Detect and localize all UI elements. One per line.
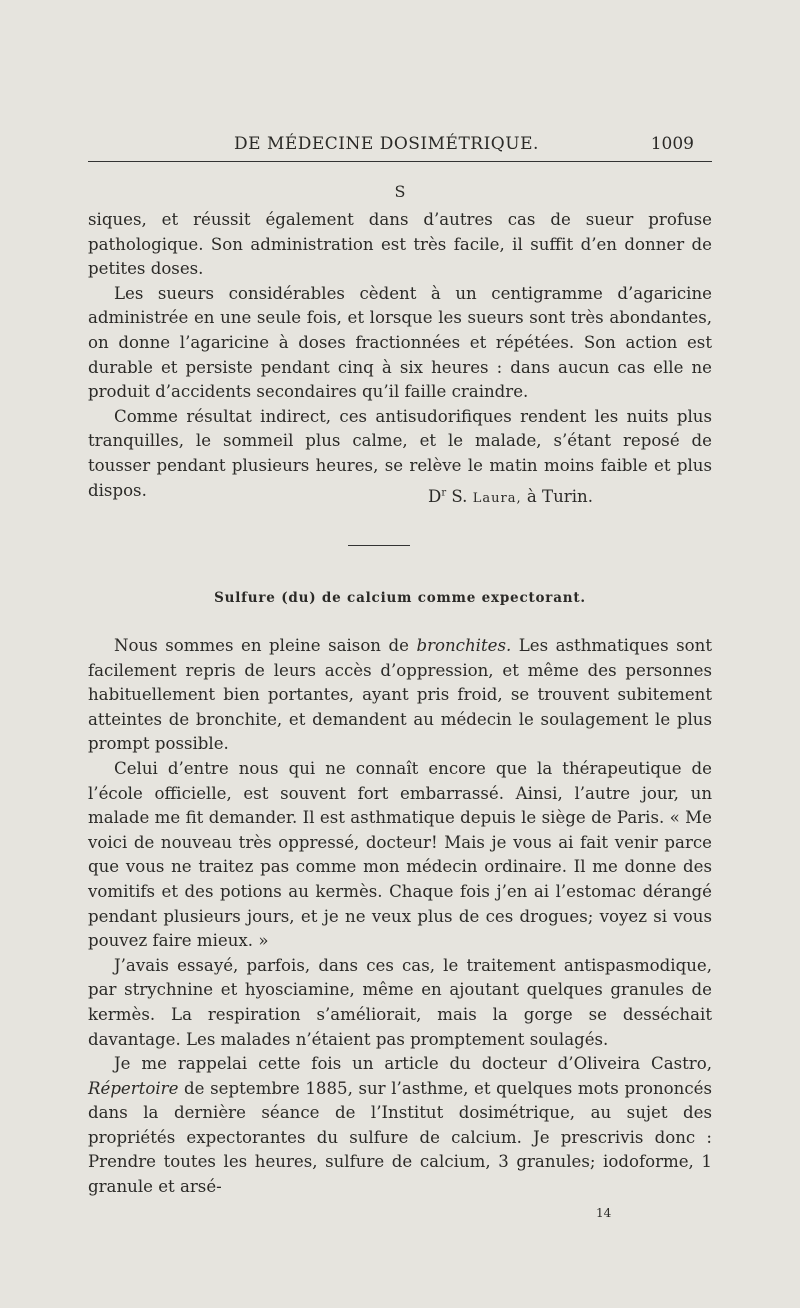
signature-number: 14 (596, 1206, 612, 1220)
previous-article-text (88, 208, 712, 503)
paragraph: Je me rappelai cette fois un article du docteur d’Oliveira Castro, Répertoire de septembre 1885, sur l’asthme, et quelques mots prononcés dans la dernière séance de l’Institut dosimétrique, au sujet des propriétés expectorantes du sulfure de calcium. Je prescrivis donc : Prendre toutes les heures, sulfure de calcium, 3 granules; iodoforme, 1 granule et arsé- (88, 1054, 712, 1197)
paragraph: Comme résultat indirect, ces antisudorifiques rendent les nuits plus tranquilles, le sommeil plus calme, et le malade, s’étant reposé de tousser pendant plusieurs heures, se relève le matin moins faible et plus dispos. (88, 406, 712, 500)
article-text (88, 634, 712, 1200)
signature-mark: S (394, 182, 406, 201)
running-title: DE MÉDECINE DOSIMÉTRIQUE. (234, 134, 539, 154)
section-divider (348, 545, 410, 546)
paragraph: Nous sommes en pleine saison de bronchites. Les asthmatiques sont facilement repris de leurs accès d’oppression, et même des personnes habituellement bien portantes, ayant pris froid, se trouvent subitement atteintes de bronchite, et demandent au médecin le soulagement le plus prompt possible. (88, 636, 712, 754)
author-name: Laura, (472, 491, 522, 506)
paragraph: Les sueurs considérables cèdent à un centigramme d’agaricine administrée en une seule fois, et lorsque les sueurs sont très abondantes, on donne l’agaricine à doses fractionnées et répétées. Son action est durable et persiste pendant cinq à six heures : dans aucun cas elle ne produit d’accidents secondaires qu’il faille craindre. (88, 283, 712, 402)
header-rule (88, 161, 712, 162)
running-header (88, 134, 714, 160)
paragraph: siques, et réussit également dans d’autres cas de sueur profuse pathologique. Son administration est très facile, il suffit d’en donner de petites doses. (88, 210, 712, 279)
author-signature (428, 487, 593, 506)
author-initial: S. (451, 487, 468, 506)
paragraph: Celui d’entre nous qui ne connaît encore que la thérapeutique de l’école officielle, est souvent fort embarrassé. Ainsi, l’autre jour, un malade me fit demander. Il est asthmatique depuis le siège de Paris. « Me voici de nouveau très oppressé, docteur! Mais je vous ai fait venir parce que vous ne traitez pas comme mon médecin ordinaire. Il me donne des vomitifs et des potions au kermès. Chaque fois j’en ai l’estomac dérangé pendant plusieurs jours, et je ne veux plus de ces drogues; voyez si vous pouvez faire mieux. » (88, 758, 712, 951)
author-location: à Turin. (526, 487, 593, 506)
page-number: 1009 (650, 134, 694, 154)
emphasis: Répertoire (88, 1078, 179, 1098)
article-title: Sulfure (du) de calcium comme expectorant. (214, 590, 586, 606)
emphasis: bronchites. (416, 636, 512, 655)
paragraph: J’avais essayé, parfois, dans ces cas, le traitement antispasmodique, par strychnine et hyosciamine, même en ajoutant quelques granules de kermès. La respiration s’améliorait, mais la gorge se desséchait davantage. Les malades n’étaient pas promptement soulagés. (88, 955, 712, 1049)
author-title: $D^r$ (428, 487, 447, 506)
